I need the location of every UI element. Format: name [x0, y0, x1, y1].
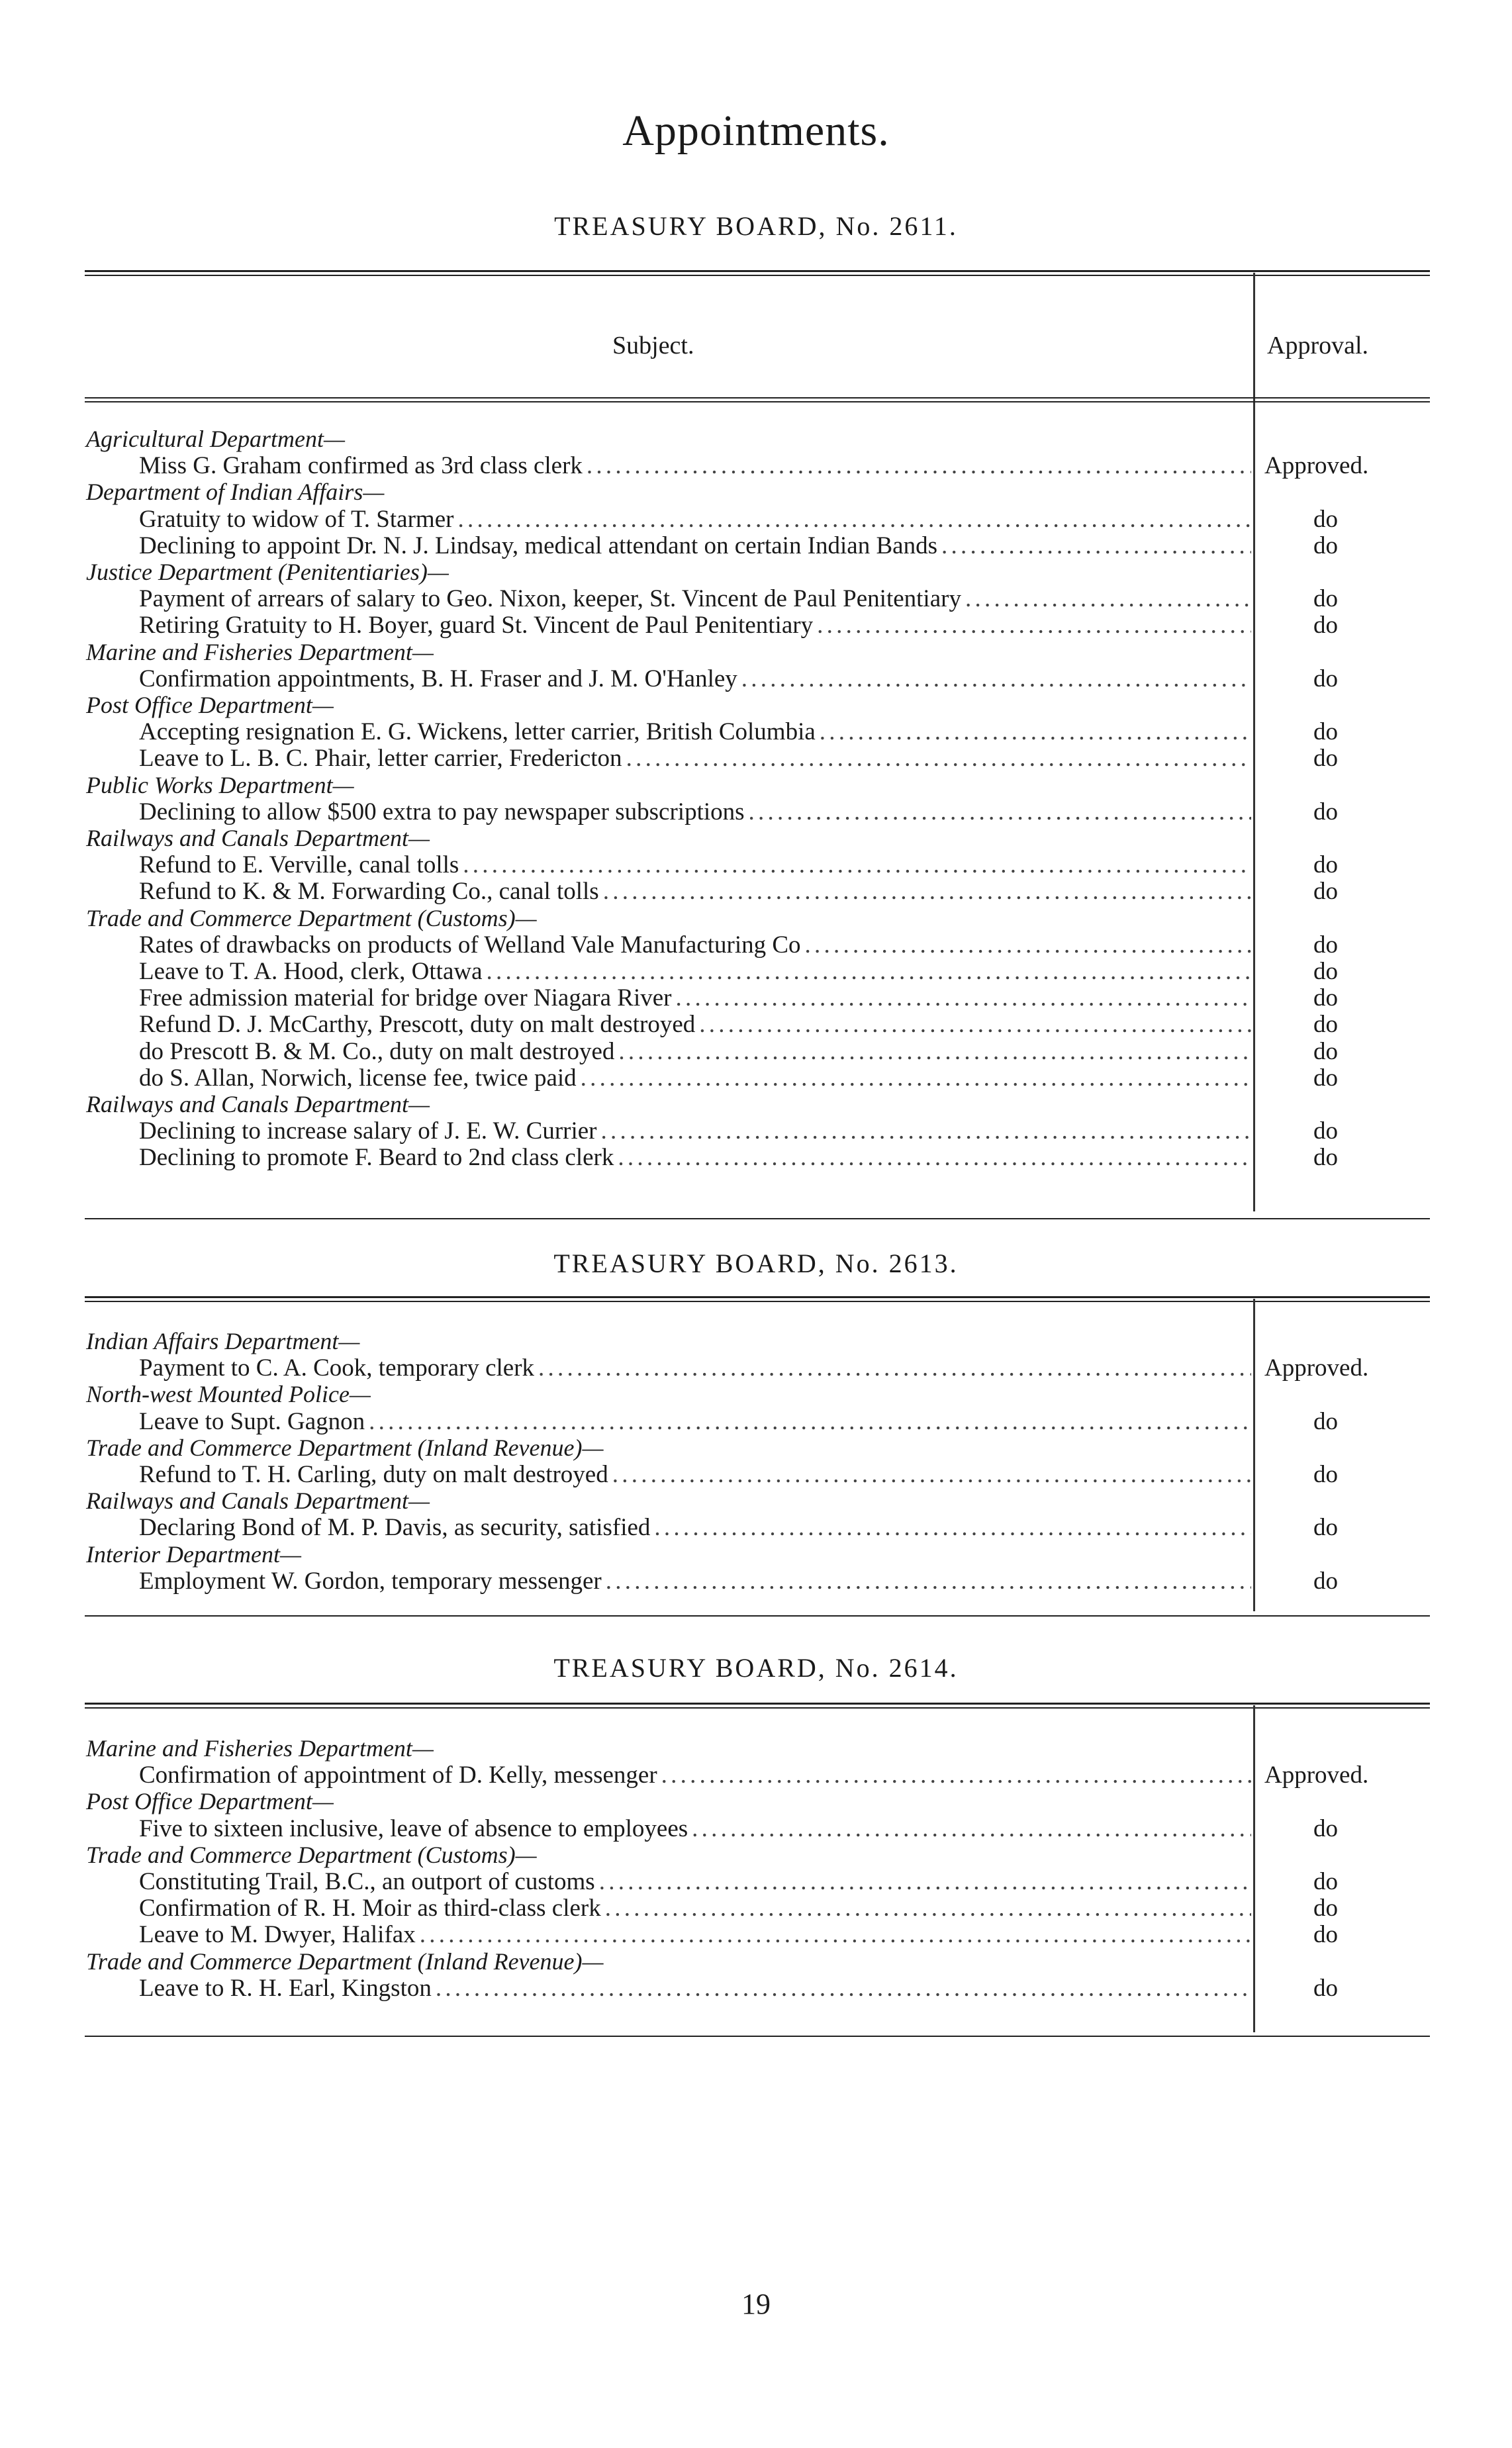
entry-text: Miss G. Graham confirmed as 3rd class clerk: [139, 452, 583, 480]
approval-status: Approved.: [1264, 452, 1369, 480]
department-heading: Railways and Canals Department—: [86, 1091, 430, 1117]
entry-row: [139, 851, 1251, 879]
section-bottom-rule: [85, 1615, 1430, 1617]
leader-dots: [820, 718, 1251, 746]
approval-status: do: [1313, 1895, 1338, 1922]
leader-dots: [369, 1407, 1251, 1436]
approval-column-header: Approval.: [1267, 332, 1369, 359]
leader-dots: [587, 451, 1251, 480]
approval-status: Approved.: [1264, 1354, 1369, 1382]
approval-status: do: [1313, 1921, 1338, 1949]
entry-row: [139, 1761, 1251, 1789]
approval-status: do: [1313, 1407, 1338, 1435]
section-top-rule-thin: [85, 1707, 1430, 1709]
department-heading: Marine and Fisheries Department—: [86, 638, 434, 665]
entry-row: [139, 585, 1251, 613]
approval-status: do: [1313, 532, 1338, 559]
entry-text: Leave to R. H. Earl, Kingston: [139, 1974, 432, 2002]
entry-row: [139, 931, 1251, 959]
section-top-rule: [85, 1296, 1430, 1298]
department-heading: Trade and Commerce Department (Inland Revenue)—: [86, 1948, 604, 1975]
page-title: Appointments.: [622, 107, 890, 155]
leader-dots: [612, 1460, 1251, 1489]
header-rule: [85, 397, 1430, 399]
leader-dots: [606, 1567, 1251, 1595]
leader-dots: [618, 1037, 1251, 1066]
department-heading: Trade and Commerce Department (Inland Revenue)—: [86, 1434, 604, 1461]
entry-text: Refund D. J. McCarthy, Prescott, duty on malt destroyed: [139, 1011, 696, 1039]
approval-status: do: [1313, 878, 1338, 906]
entry-row: [139, 718, 1251, 746]
entry-row: [139, 505, 1251, 534]
leader-dots: [741, 665, 1251, 693]
leader-dots: [654, 1513, 1251, 1542]
department-heading: Interior Department—: [86, 1540, 301, 1568]
section-top-rule-thin: [85, 1301, 1430, 1302]
entry-text: Accepting resignation E. G. Wickens, letter carrier, British Columbia: [139, 718, 816, 746]
approval-status: do: [1313, 1144, 1338, 1172]
entry-text: Declining to allow $500 extra to pay newspaper subscriptions: [139, 798, 745, 825]
entry-row: [139, 1407, 1251, 1436]
approval-status: do: [1313, 1868, 1338, 1895]
leader-dots: [487, 957, 1251, 986]
entry-row: [139, 665, 1251, 693]
section-bottom-rule: [85, 1218, 1430, 1219]
leader-dots: [941, 532, 1251, 560]
leader-dots: [618, 1143, 1251, 1172]
leader-dots: [457, 505, 1251, 534]
entry-row: [139, 1143, 1251, 1172]
entry-text: do S. Allan, Norwich, license fee, twice paid: [139, 1064, 577, 1092]
entry-row: [139, 1037, 1251, 1066]
department-heading: Railways and Canals Department—: [86, 825, 430, 851]
department-heading: Post Office Department—: [86, 1788, 334, 1815]
entry-text: Leave to T. A. Hood, clerk, Ottawa: [139, 958, 483, 985]
entry-text: Free admission material for bridge over Niagara River: [139, 984, 672, 1012]
entry-text: Declaring Bond of M. P. Davis, as security, satisfied: [139, 1514, 651, 1542]
entry-text: Declining to appoint Dr. N. J. Lindsay, medical attendant on certain Indian Bands: [139, 532, 937, 559]
leader-dots: [661, 1761, 1251, 1789]
leader-dots: [699, 1010, 1251, 1039]
entry-text: Declining to increase salary of J. E. W. Currier: [139, 1117, 597, 1145]
entry-row: [139, 1920, 1251, 1949]
leader-dots: [626, 744, 1251, 773]
entry-text: Leave to Supt. Gagnon: [139, 1407, 365, 1435]
entry-row: [139, 1974, 1251, 2002]
entry-text: do Prescott B. & M. Co., duty on malt destroyed: [139, 1037, 615, 1065]
entry-row: [139, 984, 1251, 1012]
entry-row: [139, 877, 1251, 906]
leader-dots: [599, 1867, 1251, 1896]
approval-column-divider: [1253, 273, 1255, 1211]
department-heading: Public Works Department—: [86, 771, 354, 798]
leader-dots: [601, 1117, 1252, 1145]
entry-text: Refund to E. Verville, canal tolls: [139, 851, 459, 879]
approval-status: do: [1313, 585, 1338, 613]
department-heading: Department of Indian Affairs—: [86, 479, 385, 506]
department-heading: North-west Mounted Police—: [86, 1381, 371, 1408]
department-heading: Trade and Commerce Department (Customs)—: [86, 904, 537, 931]
entry-row: [139, 1010, 1251, 1039]
entry-text: Five to sixteen inclusive, leave of absence to employees: [139, 1814, 688, 1842]
section-bottom-rule: [85, 2036, 1430, 2037]
entry-text: Payment of arrears of salary to Geo. Nixon, keeper, St. Vincent de Paul Penitentiary: [139, 585, 961, 613]
approval-status: do: [1313, 1567, 1338, 1595]
approval-status: do: [1313, 1514, 1338, 1542]
entry-row: [139, 451, 1251, 480]
approval-status: do: [1313, 1814, 1338, 1842]
approval-status: do: [1313, 851, 1338, 879]
entry-row: [139, 798, 1251, 826]
entry-text: Constituting Trail, B.C., an outport of customs: [139, 1868, 595, 1895]
leader-dots: [817, 611, 1251, 639]
approval-status: do: [1313, 505, 1338, 533]
approval-column-divider: [1253, 1705, 1255, 2032]
leader-dots: [749, 798, 1251, 826]
leader-dots: [420, 1920, 1251, 1949]
department-heading: Agricultural Department—: [86, 426, 345, 452]
treasury-board-heading: TREASURY BOARD, No. 2614.: [553, 1653, 959, 1683]
leader-dots: [436, 1974, 1251, 2002]
entry-row: [139, 1513, 1251, 1542]
approval-status: do: [1313, 1037, 1338, 1065]
header-rule-thin: [85, 401, 1430, 402]
entry-text: Retiring Gratuity to H. Boyer, guard St. Vincent de Paul Penitentiary: [139, 612, 814, 639]
entry-text: Confirmation of R. H. Moir as third-class clerk: [139, 1895, 601, 1922]
entry-text: Refund to K. & M. Forwarding Co., canal tolls: [139, 878, 599, 906]
department-heading: Justice Department (Penitentiaries)—: [86, 559, 449, 585]
entry-row: [139, 1064, 1251, 1092]
entry-row: [139, 1894, 1251, 1922]
entry-row: [139, 1460, 1251, 1489]
leader-dots: [692, 1814, 1251, 1843]
entry-row: [139, 1867, 1251, 1896]
approval-status: do: [1313, 665, 1338, 692]
subject-column-header: Subject.: [612, 332, 694, 359]
page-number: 19: [741, 2288, 771, 2320]
entry-row: [139, 744, 1251, 773]
entry-row: [139, 1117, 1251, 1145]
entry-text: Confirmation appointments, B. H. Fraser and J. M. O'Hanley: [139, 665, 737, 692]
leader-dots: [581, 1064, 1251, 1092]
department-heading: Indian Affairs Department—: [86, 1328, 360, 1354]
entry-text: Rates of drawbacks on products of Welland Vale Manufacturing Co: [139, 931, 801, 959]
entry-row: [139, 611, 1251, 639]
approval-status: do: [1313, 1064, 1338, 1092]
section-top-rule-thin: [85, 275, 1430, 276]
approval-status: do: [1313, 1117, 1338, 1145]
approval-status: do: [1313, 718, 1338, 746]
treasury-board-heading: TREASURY BOARD, No. 2613.: [553, 1248, 959, 1278]
approval-status: do: [1313, 1461, 1338, 1488]
entry-text: Refund to T. H. Carling, duty on malt destroyed: [139, 1461, 608, 1488]
approval-column-divider: [1253, 1299, 1255, 1611]
leader-dots: [605, 1894, 1251, 1922]
department-heading: Trade and Commerce Department (Customs)—: [86, 1841, 537, 1868]
entry-text: Payment to C. A. Cook, temporary clerk: [139, 1354, 535, 1382]
entry-text: Leave to M. Dwyer, Halifax: [139, 1921, 416, 1949]
leader-dots: [603, 877, 1251, 906]
leader-dots: [675, 984, 1251, 1012]
approval-status: do: [1313, 798, 1338, 825]
approval-status: Approved.: [1264, 1762, 1369, 1789]
leader-dots: [965, 585, 1251, 613]
department-heading: Post Office Department—: [86, 692, 334, 718]
entry-text: Gratuity to widow of T. Starmer: [139, 505, 454, 533]
entry-text: Confirmation of appointment of D. Kelly, messenger: [139, 1762, 657, 1789]
entry-row: [139, 532, 1251, 560]
entry-text: Leave to L. B. C. Phair, letter carrier, Fredericton: [139, 745, 622, 773]
approval-status: do: [1313, 931, 1338, 959]
approval-status: do: [1313, 745, 1338, 773]
approval-status: do: [1313, 958, 1338, 985]
approval-status: do: [1313, 984, 1338, 1012]
section-top-rule: [85, 1703, 1430, 1705]
leader-dots: [805, 931, 1251, 959]
leader-dots: [538, 1354, 1251, 1382]
department-heading: Marine and Fisheries Department—: [86, 1735, 434, 1762]
leader-dots: [463, 851, 1251, 879]
approval-status: do: [1313, 1974, 1338, 2002]
entry-row: [139, 1814, 1251, 1843]
entry-text: Declining to promote F. Beard to 2nd class clerk: [139, 1144, 614, 1172]
treasury-board-heading: TREASURY BOARD, No. 2611.: [554, 211, 958, 241]
entry-row: [139, 1354, 1251, 1382]
department-heading: Railways and Canals Department—: [86, 1487, 430, 1515]
approval-status: do: [1313, 1011, 1338, 1039]
entry-row: [139, 957, 1251, 986]
entry-row: [139, 1567, 1251, 1595]
entry-text: Employment W. Gordon, temporary messenger: [139, 1567, 602, 1595]
approval-status: do: [1313, 612, 1338, 639]
section-top-rule: [85, 270, 1430, 272]
